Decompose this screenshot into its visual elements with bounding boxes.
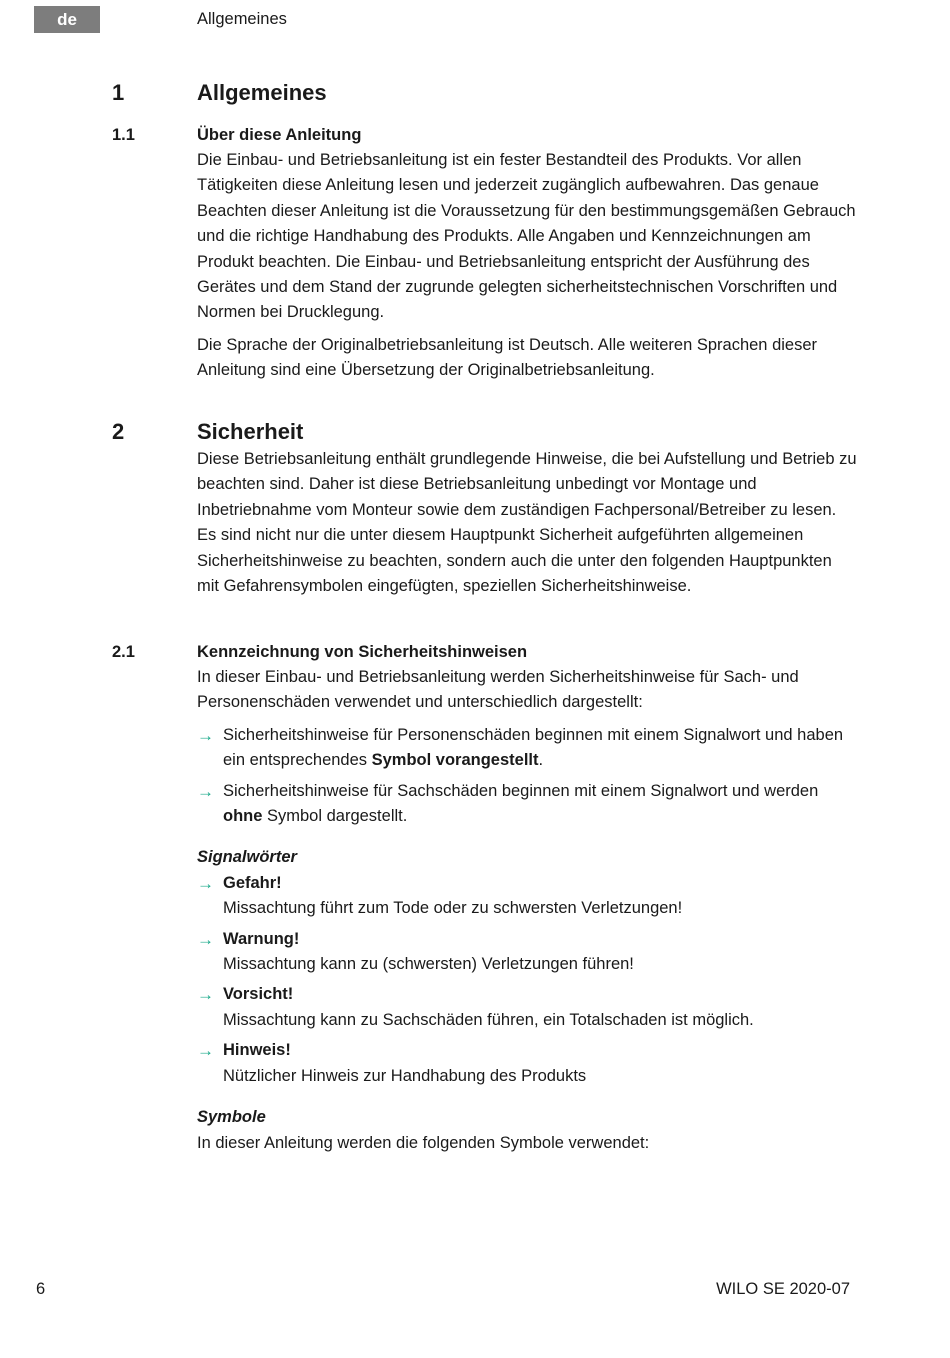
arrow-right-icon: → [197,873,214,893]
section-1-1-paragraph-2: Die Sprache der Originalbetriebsanleitung ist Deutsch. Alle weiteren Sprachen dieser Anleitung sind eine Übersetzung der Originalbetriebsanleitung. [197,335,818,380]
bullet-1-end: . [538,751,544,770]
symbols-intro: In dieser Anleitung werden die folgenden Symbole verwendet: [197,1133,650,1152]
running-header-title: Allgemeines [197,10,287,28]
section-2-1-intro: In dieser Einbau- und Betriebsanleitung werden Sicherheitshinweise für Sach- und Personenschäden verwendet und unterschiedlich dargestellt: [197,668,799,712]
arrow-right-icon: → [197,929,214,949]
signal-word-term: Warnung! [223,929,300,948]
list-item [197,723,857,774]
bullet-1-text: Sicherheitshinweise für Personenschäden beginnen mit einem Signalwort und haben ein entsprechendes [223,725,844,770]
arrow-right-icon: → [197,725,214,745]
symbols-heading: Symbole [197,1108,266,1127]
section-2-1-block [197,640,857,1156]
section-2-paragraph-1: Diese Betriebsanleitung enthält grundlegende Hinweise, die bei Aufstellung und Betrieb zu beachten sind. Daher ist diese Betriebsanleitung unbedingt vor Montage und Inbetriebnahme vom Monteur sowie dem zuständigen Fachpersonal/Betreiber zu lesen. [197,450,857,519]
section-1-1-title: Über diese Anleitung [197,126,362,144]
signal-words-heading: Signalwörter [197,848,297,867]
section-1-1-block [197,123,857,384]
bullet-2-end: Symbol dargestellt. [262,807,408,826]
signal-word-description: Missachtung kann zu Sachschäden führen, ein Totalschaden ist möglich. [223,1010,754,1029]
section-2-title: Sicherheit [197,419,304,444]
footer-publisher: WILO SE 2020-07 [716,1280,850,1298]
section-2-paragraph-2: Es sind nicht nur die unter diesem Hauptpunkt Sicherheit aufgeführten allgemeinen Sicherheitshinweise zu beachten, sondern auch die unter den folgenden Hauptpunkten mit Gefahrensymbolen eingefügten, speziellen Sicherheitshinweise. [197,526,832,596]
arrow-right-icon: → [197,781,214,801]
signal-word-term: Hinweis! [223,1041,291,1060]
list-item [197,779,857,830]
signal-word-description: Missachtung führt zum Tode oder zu schwersten Verletzungen! [223,899,683,918]
signal-word-term: Vorsicht! [223,985,294,1004]
arrow-right-icon: → [197,985,214,1005]
language-badge: de [34,6,100,33]
signal-word-item [197,982,857,1033]
signal-word-description: Nützlicher Hinweis zur Handhabung des Produkts [223,1066,587,1085]
section-1-number: 1 [112,80,125,105]
section-1-1-paragraph-1: Die Einbau- und Betriebsanleitung ist ein fester Bestandteil des Produkts. Vor allen Tätigkeiten diese Anleitung lesen und jederzeit zugänglich aufbewahren. Das genaue Beachten dieser Anleitung ist die Voraussetzung für den bestimmungsgemäßen Gebrauch und die richtige Handhabung des Produkts. Alle Angaben und Kennzeichnungen am Produkt beachten. Die Einbau- und Betriebsanleitung entspricht der Ausführung des Gerätes und dem Stand der zugrunde gelegten sicherheitstechnischen Vorschriften und Normen bei Drucklegung. [197,151,856,322]
section-1-1-number: 1.1 [112,126,135,144]
section-2-block [197,417,857,599]
signal-word-description: Missachtung kann zu (schwersten) Verletzungen führen! [223,955,634,974]
section-2-number: 2 [112,419,125,444]
arrow-right-icon: → [197,1041,214,1061]
signal-word-item [197,871,857,922]
section-2-1-number: 2.1 [112,643,135,661]
signal-word-term: Gefahr! [223,873,282,892]
bullet-2-text: Sicherheitshinweise für Sachschäden beginnen mit einem Signalwort und werden [223,781,819,800]
bullet-1-emphasis: Symbol vorangestellt [371,751,539,770]
section-1-title: Allgemeines [197,80,327,105]
page-number: 6 [36,1280,46,1298]
signal-word-item [197,927,857,978]
signal-word-item [197,1038,857,1089]
section-2-1-title: Kennzeichnung von Sicherheitshinweisen [197,643,528,661]
bullet-2-emphasis: ohne [223,807,263,826]
